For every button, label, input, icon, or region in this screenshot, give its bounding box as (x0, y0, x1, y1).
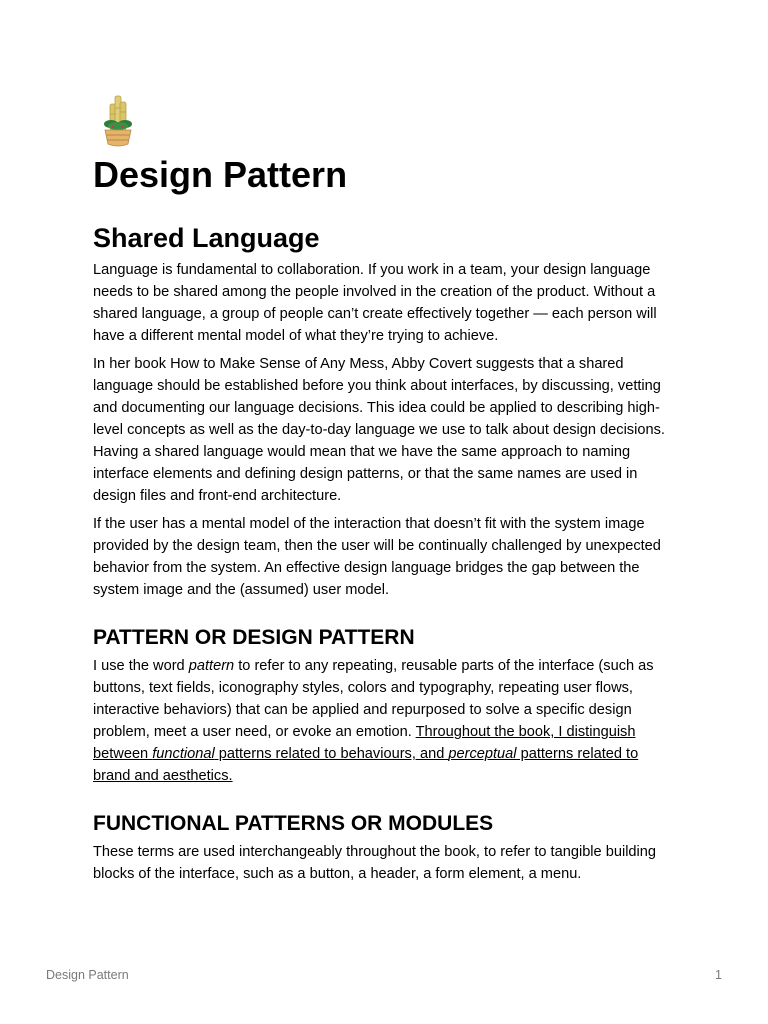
para4-underlined-functional: functional (152, 746, 215, 762)
para4-underlined-perceptual: perceptual (448, 746, 517, 762)
paragraph-1: Language is fundamental to collaboration. If you work in a team, your design language needs to be shared among the people involved in the creation of the product. Without a shared language, a group of people can’t create effectively together — each person will have a different mental model of what they’re trying to achieve. (93, 262, 657, 344)
para4-underlined-1: Throughout the book, I distinguish between (93, 724, 636, 762)
paragraph-2: In her book How to Make Sense of Any Mess, Abby Covert suggests that a shared language should be established before you think about interfaces, by discussing, vetting and documenting our language decisions. This idea could be applied to describing high-level concepts as well as the day-to-day language we use to talk about design decisions. Having a shared language would mean that we have the same approach to naming interface elements and defining design patterns, or that the same names are used in design files and front-end architecture. (93, 356, 665, 504)
kadomatsu-icon (101, 94, 135, 148)
para4-underlined-5: patterns related to brand and aesthetics. (93, 746, 639, 784)
paragraph-3: If the user has a mental model of the interaction that doesn’t fit with the system image provided by the design team, then the user will be continually challenged by unexpected behavior from the system. An effective design language bridges the gap between the system image and the (assumed) user model. (93, 516, 661, 598)
para4-underlined-3: patterns related to behaviours, and (214, 746, 449, 762)
footer-page-number: 1 (715, 968, 722, 982)
footer-title: Design Pattern (46, 968, 129, 982)
section-heading-functional-patterns: FUNCTIONAL PATTERNS OR MODULES (93, 812, 494, 835)
paragraph-4 (93, 655, 678, 787)
paragraph-5: These terms are used interchangeably throughout the book, to refer to tangible building blocks of the interface, such as a button, a header, a form element, a menu. (93, 844, 657, 882)
para4-italic-pattern: pattern (188, 658, 235, 674)
section-heading-shared-language: Shared Language (93, 223, 320, 253)
para4-text-3: to refer to any repeating, reusable parts of the interface (such as buttons, text fields, iconography styles, colors and typography, repeating user flows, interactive behaviors) that can be applied and repurposed to solve a specific design problem, meet a user need, or evoke an emotion. (93, 658, 654, 740)
para4-text-1: I use the word (93, 658, 189, 674)
section-heading-pattern: PATTERN OR DESIGN PATTERN (93, 626, 415, 649)
document-title: Design Pattern (93, 154, 348, 195)
document-page (93, 94, 683, 891)
